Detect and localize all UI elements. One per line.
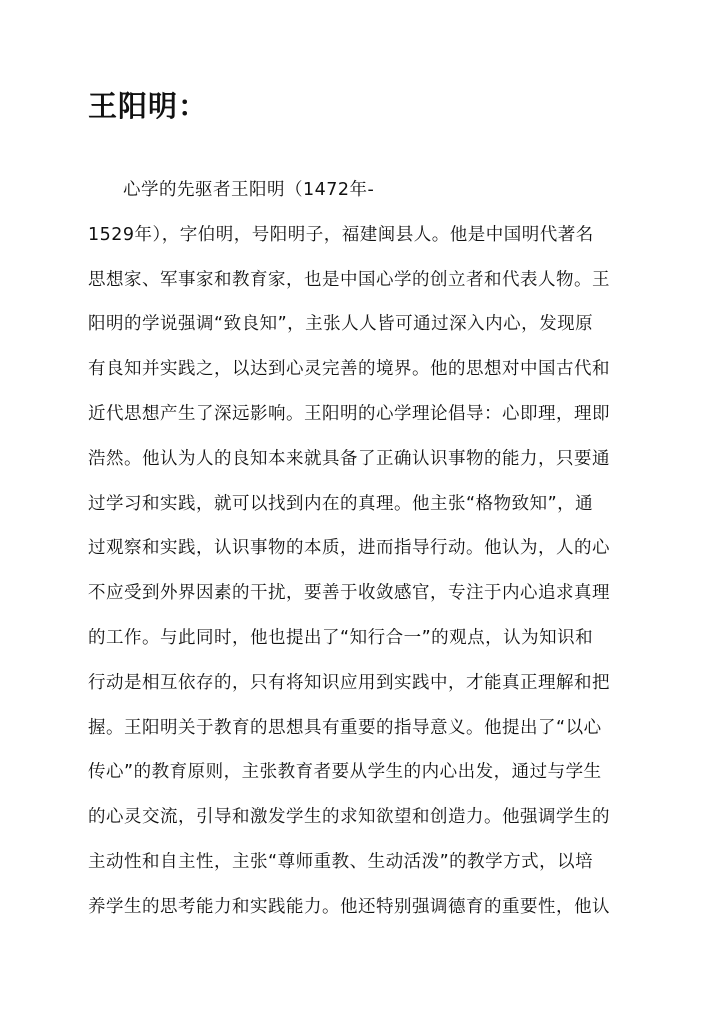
text-line: 行动是相互依存的，只有将知识应用到实践中，才能真正理解和把 (88, 672, 610, 693)
text-line: 养学生的思考能力和实践能力。他还特别强调德育的重要性，他认 (88, 896, 610, 917)
text-line: 握。王阳明关于教育的思想具有重要的指导意义。他提出了“以心 (88, 717, 602, 738)
text-line: 主动性和自主性，主张“尊师重教、生动活泼”的教学方式，以培 (88, 851, 594, 872)
text-line: 思想家、军事家和教育家，也是中国心学的创立者和代表人物。王 (88, 269, 610, 290)
text-line: 1529年），字伯明，号阳明子，福建闽县人。他是中国明代著名 (88, 224, 594, 245)
text-line: 传心”的教育原则，主张教育者要从学生的内心出发，通过与学生 (88, 762, 602, 783)
text-line: 浩然。他认为人的良知本来就具备了正确认识事物的能力，只要通 (88, 448, 610, 469)
text-line: 过观察和实践，认识事物的本质，进而指导行动。他认为，人的心 (88, 538, 610, 559)
page-title: 王阳明： (88, 89, 209, 123)
text-line: 不应受到外界因素的干扰，要善于收敛感官，专注于内心追求真理 (88, 583, 610, 604)
text-line: 过学习和实践，就可以找到内在的真理。他主张“格物致知”，通 (88, 493, 594, 514)
text-line: 的工作。与此同时，他也提出了“知行合一”的观点，认为知识和 (88, 627, 594, 648)
text-line: 心学的先驱者王阳明（1472年- (123, 180, 375, 200)
text-line: 近代思想产生了深远影响。王阳明的心学理论倡导：心即理，理即 (88, 403, 610, 424)
text-line: 的心灵交流，引导和激发学生的求知欲望和创造力。他强调学生的 (88, 807, 610, 828)
text-line: 有良知并实践之，以达到心灵完善的境界。他的思想对中国古代和 (88, 359, 610, 380)
text-line: 阳明的学说强调“致良知”，主张人人皆可通过深入内心，发现原 (88, 314, 594, 335)
body-paragraph (88, 168, 648, 930)
